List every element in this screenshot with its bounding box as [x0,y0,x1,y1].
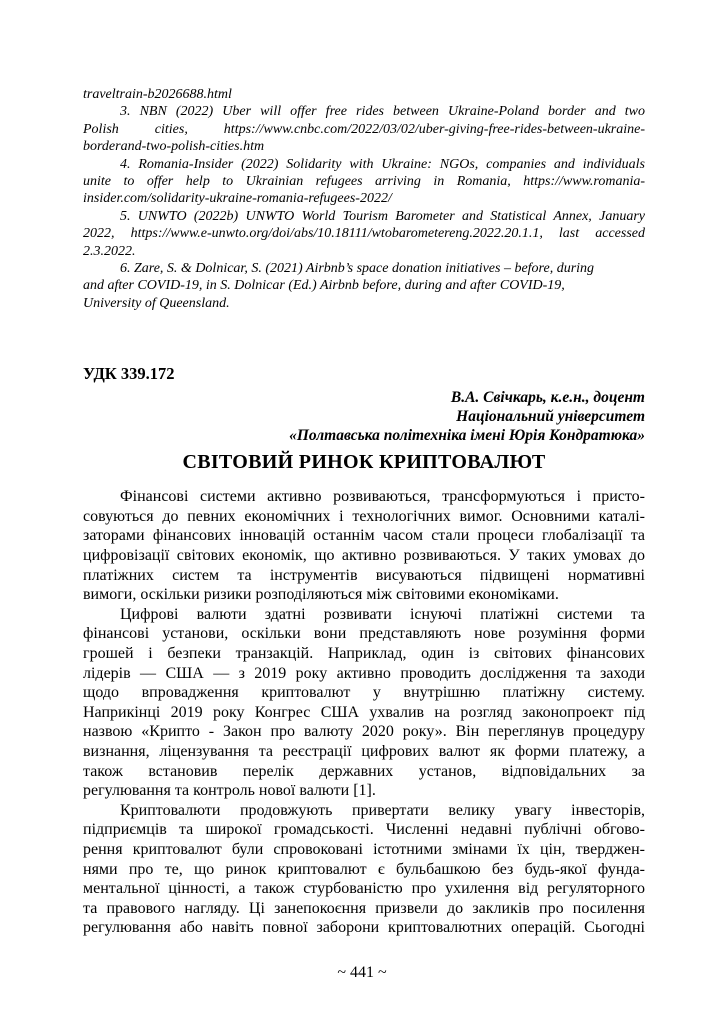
text-line: щодо впровадження криптовалют у внутрішню платіжну систему. [83,684,645,702]
text-line: заторами фінансових інновацій останнім часом стали процеси глобалізації та [83,527,645,545]
text-line: грошей і безпеки транзакцій. Наприклад, один із світових фінансових [83,645,645,663]
reference-item-6 [83,260,645,312]
author-affiliation-line1: Національний університет [456,408,645,426]
text-line: Polish cities, https://www.cnbc.com/2022/03/02/uber-giving-free-rides-between-ukraine- [83,121,645,137]
author-affiliation-line2: «Полтавська політехніка імені Юрія Кондратюка» [289,427,645,445]
author-name: В.А. Свічкарь, к.е.н., доцент [450,389,645,407]
text-line: фінансові установи, оскільки вони представляють нове розуміння форми [83,625,645,643]
text-line: 2.3.2022. [83,243,136,259]
reference-continuation [83,86,645,103]
text-line: 4. Romania-Insider (2022) Solidarity with Ukraine: NGOs, companies and individuals [120,156,645,172]
text-line: регулювання та контроль нової валюти [1]. [83,782,376,800]
reference-item-3 [83,103,645,155]
text-line: лідерів — США — з 2019 року активно проводить дослідження та заходи [83,664,645,682]
text-line: Криптовалюти продовжують привертати велику увагу інвесторів, [120,801,645,819]
text-line: traveltrain-b2026688.html [83,87,232,102]
references-section [83,86,645,312]
text-line: 3. NBN (2022) Uber will offer free rides between Ukraine-Poland border and two [120,104,645,120]
text-line: рення криптовалют були спровоковані істотними змінами їх цін, тверджен- [83,840,645,858]
text-line: визнання, ліцензування та реєстрації цифрових валют як форми платежу, а [83,743,645,760]
reference-item-4 [83,156,645,208]
text-line: unite to offer help to Ukrainian refugees arriving in Romania, https://www.romania- [83,174,645,190]
text-line: University of Queensland. [83,295,230,311]
text-line: цифровізації світових економік, що активно розвиваються. У таких умовах до [83,547,645,565]
text-line: ментальної цінності, а також стурбованістю про ухилення від регуляторного [83,880,645,898]
paragraph-3 [83,801,645,938]
paragraph-1 [83,487,645,605]
text-line: регулювання або навіть повної заборони криптовалютних операцій. Сьогодні [83,919,645,937]
udc-code: УДК 339.172 [83,364,175,384]
article-body [83,487,645,938]
text-line: підприємців та широкої громадськості. Численні недавні публічні обгово- [83,821,645,839]
text-line: Фінансові системи активно розвиваються, трансформуються і присто- [120,488,645,506]
text-line: також встановив перелік державних установ, відповідальних за [83,762,645,780]
text-line: та правового нагляду. Ці занепокоєння призвели до закликів про посилення [83,899,645,917]
text-line: and after COVID-19, in S. Dolnicar (Ed.) Airbnb before, during and after COVID-19, [83,278,565,294]
text-line: назвою «Крипто - Закон про валюту 2020 року». Він переглянув процедуру [83,723,645,741]
text-line: совуються до певних економічних і технологічних вимог. Основними каталі- [83,507,645,525]
author-block [83,388,645,445]
text-line: Наприкінці 2019 року Конгрес США ухвалив на розгляд законопроект під [83,703,645,721]
text-line: borderand-two-polish-cities.htm [83,139,265,155]
text-line: вимоги, оскільки ризики розподіляються між світовими економіками. [83,586,559,604]
text-line: 5. UNWTO (2022b) UNWTO World Tourism Barometer and Statistical Annex, January [120,208,645,224]
text-line: платіжних систем та інструментів висуваються підвищені нормативні [83,566,645,584]
text-line: Цифрові валюти здатні розвивати існуючі платіжні системи та [120,605,645,623]
page-number: ~ 441 ~ [337,964,387,981]
text-line: 2022, https://www.e-unwto.org/doi/abs/10.18111/wtobarometereng.2022.20.1.1, last accessed [83,226,645,242]
text-line: insider.com/solidarity-ukraine-romania-refugees-2022/ [83,191,392,207]
paragraph-2 [83,605,645,801]
article-title: СВІТОВИЙ РИНОК КРИПТОВАЛЮТ [182,451,546,474]
text-line: нями про те, що ринок криптовалют є бульбашкою без будь-якої фунда- [83,860,645,878]
text-line: 6. Zare, S. & Dolnicar, S. (2021) Airbnb’s space donation initiatives – before, during [120,261,595,277]
reference-item-5 [83,208,645,260]
